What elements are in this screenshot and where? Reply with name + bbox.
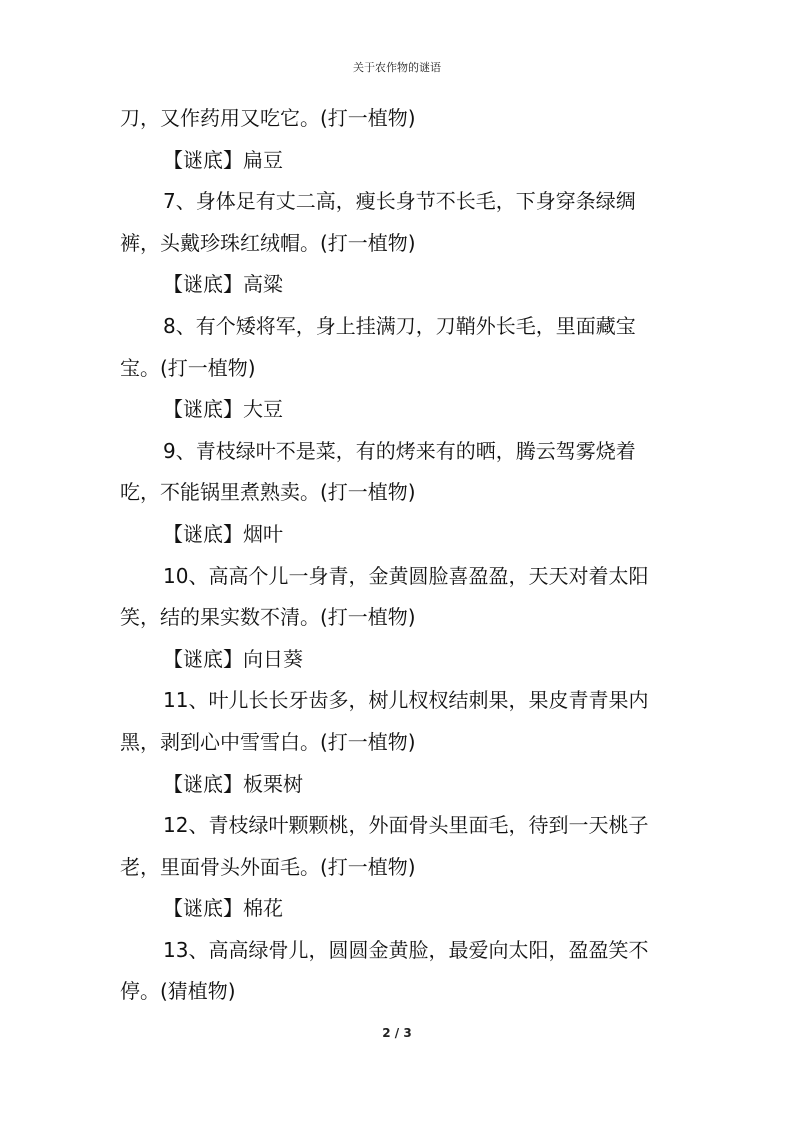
answer-line: 【谜底】烟叶 [163, 521, 283, 546]
text-line: 裤，头戴珍珠红绒帽。(打一植物) [120, 230, 416, 255]
answer-line: 【谜底】棉花 [163, 896, 283, 921]
text-line: 刀，又作药用又吃它。(打一植物) [120, 106, 416, 130]
answer-line: 【谜底】高粱 [163, 272, 283, 297]
answer-line: 【谜底】大豆 [163, 397, 283, 422]
answer-line: 【谜底】向日葵 [163, 646, 303, 671]
text-line: 老，里面骨头外面毛。(打一植物) [120, 854, 416, 879]
text-line: 笑，结的果实数不清。(打一植物) [120, 605, 416, 630]
page-header: 关于农作物的谜语 [353, 61, 441, 74]
text-line: 停。(猜植物) [120, 979, 236, 1004]
document-body [120, 98, 676, 1013]
riddle-line: 9、青枝绿叶不是菜，有的烤来有的晒，腾云驾雾烧着 [163, 438, 636, 463]
answer-line: 【谜底】板栗树 [163, 771, 303, 796]
text-line: 宝。(打一植物) [120, 355, 256, 380]
riddle-line: 13、高高绿骨儿，圆圆金黄脸，最爱向太阳，盈盈笑不 [163, 937, 649, 962]
page-number: 2 / 3 [382, 1026, 412, 1040]
riddle-line: 11、叶儿长长牙齿多，树儿杈杈结刺果，果皮青青果内 [163, 688, 649, 713]
riddle-line: 10、高高个儿一身青，金黄圆脸喜盈盈，天天对着太阳 [163, 563, 649, 588]
riddle-line: 7、身体足有丈二高，瘦长身节不长毛，下身穿条绿绸 [163, 189, 636, 214]
text-line: 黑，剥到心中雪雪白。(打一植物) [120, 729, 416, 754]
riddle-line: 8、有个矮将军，身上挂满刀，刀鞘外长毛，里面藏宝 [163, 313, 636, 338]
answer-line: 【谜底】扁豆 [163, 147, 283, 172]
riddle-line: 12、青枝绿叶颗颗桃，外面骨头里面毛，待到一天桃子 [163, 813, 649, 838]
text-line: 吃，不能锅里煮熟卖。(打一植物) [120, 480, 416, 505]
